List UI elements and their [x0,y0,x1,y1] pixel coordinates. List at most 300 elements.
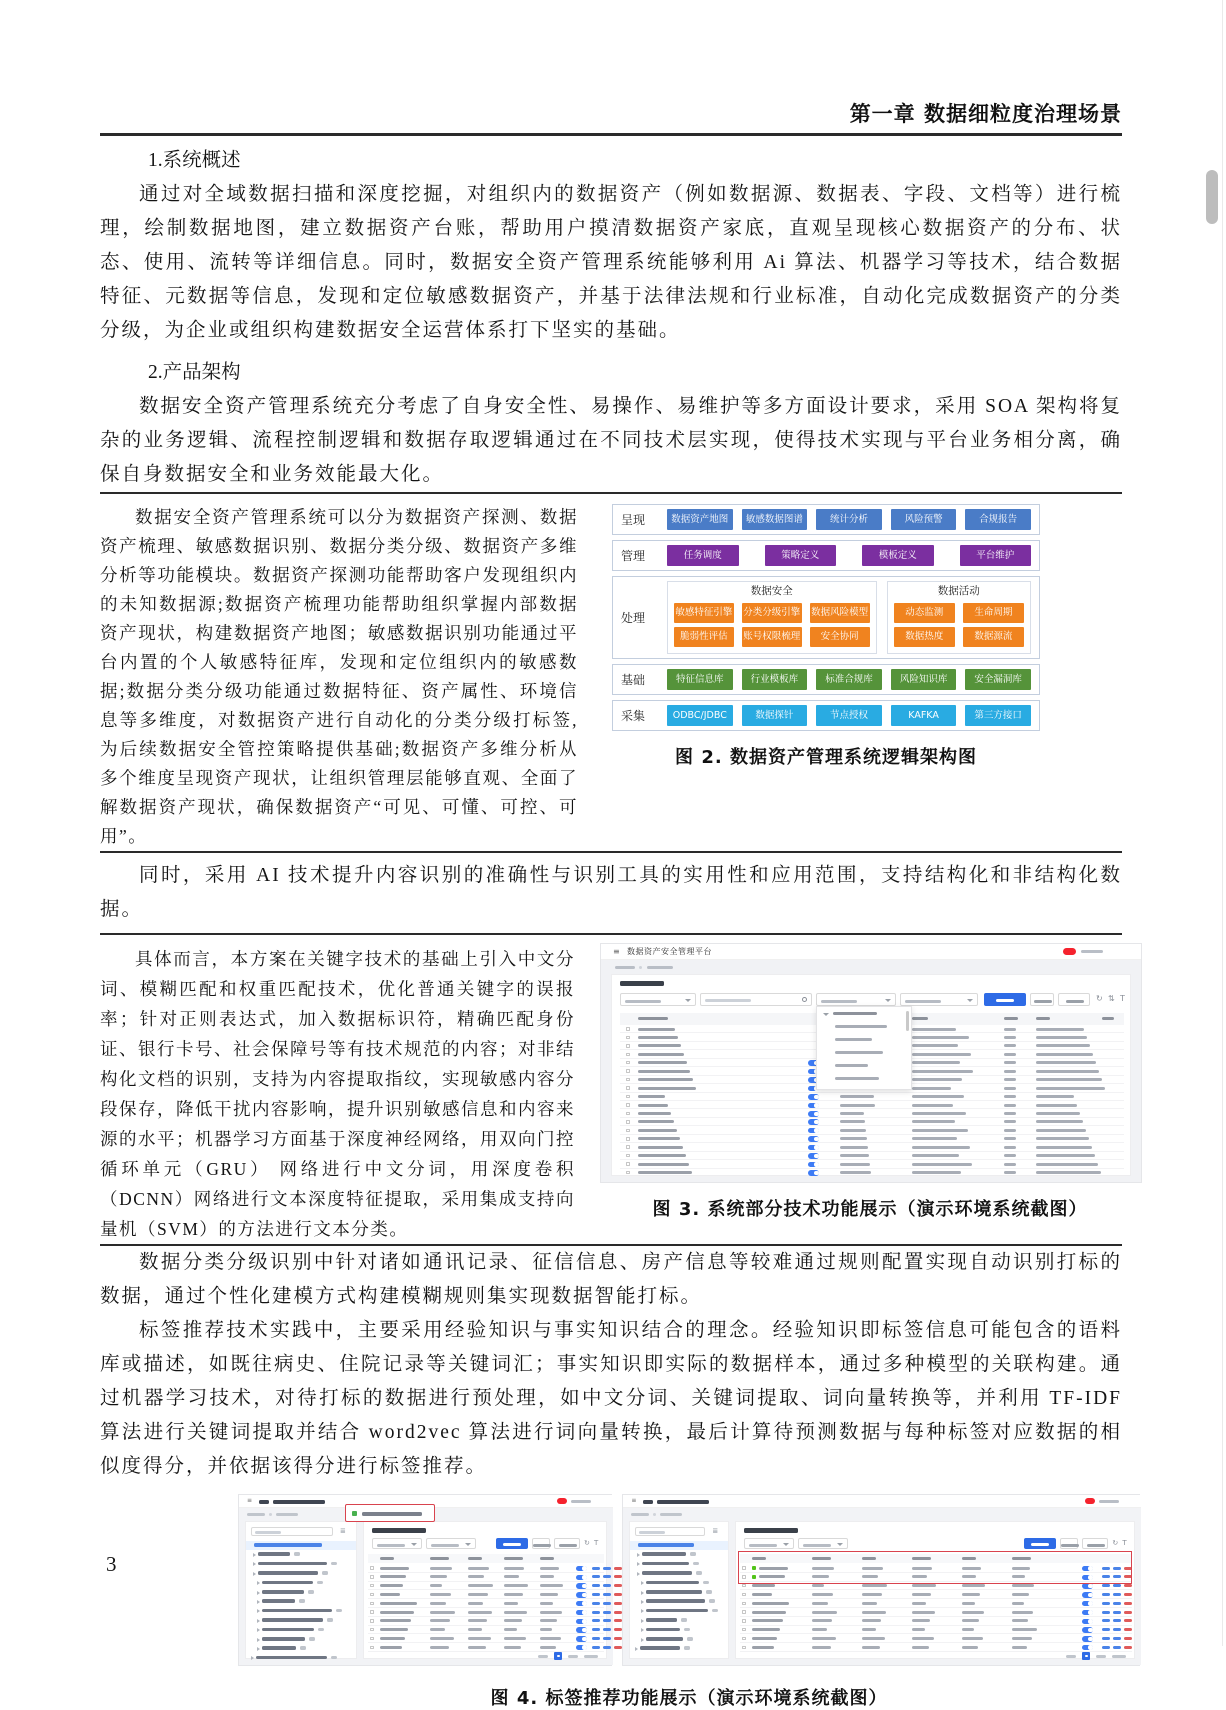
row-checkbox [742,1610,746,1614]
action-link-bar [1124,1619,1132,1622]
table-row [368,1643,604,1652]
tree-item-label [642,1562,689,1566]
arch-row-label: 呈现 [621,513,646,527]
cell-bar [638,1036,678,1039]
cell-bar [1004,1104,1016,1107]
cell-bar [1036,1070,1099,1073]
arch-row-items [667,545,1031,566]
row-checkbox [742,1584,746,1588]
caret-icon [637,1562,640,1566]
viewer-edge-line [1222,0,1223,1646]
tree-item-count [696,1571,702,1575]
action-link-bar [592,1575,600,1578]
sidebar-search-input [635,1527,705,1536]
row-checkbox [370,1628,374,1632]
cell-bar [380,1602,417,1605]
cell-bar [504,1602,518,1605]
action-link-bar [1102,1584,1110,1587]
figure2-caption: 图 2. 数据资产管理系统逻辑架构图 [675,747,977,768]
row-checkbox [626,1078,630,1082]
action-link-bar [1113,1584,1121,1587]
cell-bar [912,1137,957,1140]
toggle-pill [1082,1610,1093,1616]
cell-bar [638,1104,668,1107]
arch-block: 脆弱性评估 [674,627,734,647]
action-link-bar [614,1646,622,1649]
sidebar-tree [245,1521,357,1659]
cell-bar [962,1646,978,1649]
cell-bar [812,1593,833,1596]
cell-bar [430,1575,447,1578]
cell-bar [1012,1637,1032,1640]
cell-bar [430,1646,449,1649]
table-row [620,1135,1124,1143]
action-link-bar [1124,1611,1132,1614]
action-link-bar [603,1646,611,1649]
arch-group-line [674,603,870,623]
cell-bar [540,1584,563,1587]
cell-bar [430,1619,450,1622]
row-checkbox [626,1154,630,1158]
cell-bar [1004,1070,1016,1073]
more-button [1058,993,1090,1006]
tree-item-label [646,1581,699,1585]
breadcrumb [269,1513,272,1516]
cell-bar [540,1567,559,1570]
caret-icon [641,1609,644,1613]
action-link-bar [1102,1646,1110,1649]
cell-bar [380,1646,402,1649]
select-value-bar [821,1000,857,1003]
toggle-pill [808,1145,819,1151]
cell-bar [1004,1028,1016,1031]
caret-icon [251,1656,254,1660]
pagination [538,1652,602,1660]
user-name-bar [1081,950,1103,953]
cell-bar [540,1611,562,1614]
table-row [740,1617,1132,1626]
arch-block: 节点授权 [816,705,882,726]
toggle-pill [576,1583,587,1589]
tree-item-count [317,1581,323,1585]
row-checkbox [626,1129,630,1133]
row-checkbox [370,1646,374,1650]
action-link-bar [614,1575,622,1578]
cell-bar [638,1070,690,1073]
toggle-knob [582,1637,587,1642]
user-name-bar [1099,1500,1119,1503]
cell-bar [1004,1095,1016,1098]
cell-bar [504,1628,517,1631]
collapse-icon: ≣ [340,1527,346,1535]
paragraph-2: 数据安全资产管理系统充分考虑了自身安全性、易操作、易维护等多方面设计要求，采用 SOA 架构将复杂的业务逻辑、流程控制逻辑和数据存取逻辑通过在不同技术层实现，使得技术实现与平台业务相分离，确保自身数据安全和业务效能最大化。 [100,396,1122,485]
header-label-bar [1102,1017,1114,1020]
page-current [554,1652,562,1660]
arch-groups [667,581,1031,654]
dropdown-option [835,1038,872,1041]
cell-bar [1012,1584,1034,1587]
secondary-button [1060,1538,1078,1549]
caret-icon [641,1581,644,1585]
cell-bar [638,1171,692,1174]
cell-bar [840,1112,864,1115]
header-label-bar [912,1017,928,1020]
cell-bar [504,1567,524,1570]
tree-item-label [262,1637,305,1641]
toggle-pill [808,1136,819,1142]
toggle-pill [576,1601,587,1607]
tree-item-label [262,1581,313,1585]
burger-icon: ≡ [631,1497,637,1504]
cell-bar [430,1628,445,1631]
figure2-column [612,494,1040,851]
arch-block: 行业模板库 [742,669,808,690]
tree-item-label [646,1609,708,1613]
cell-bar [1004,1163,1016,1166]
cell-bar [812,1646,831,1649]
table-row [620,1110,1124,1118]
arch-row-label: 基础 [621,673,646,687]
cell-bar [468,1628,482,1631]
page-content [100,0,1127,1710]
cell-bar [504,1646,521,1649]
cell-bar [862,1646,880,1649]
header-label-bar [1036,1017,1050,1020]
more-button [554,1538,580,1549]
table-row [368,1626,604,1635]
action-link-bar [603,1619,611,1622]
cell-bar [430,1602,446,1605]
cell-bar [912,1120,955,1123]
app-title-bar [273,1500,325,1504]
tree-item-count [681,1618,687,1622]
figure3-column [600,935,1140,1244]
density-icon: ⇅ [1108,994,1115,1003]
caret-icon [641,1628,644,1632]
cell-bar [638,1120,674,1123]
tree-item-label [640,1646,680,1650]
cell-bar [638,1137,680,1140]
arch-row-label: 管理 [621,549,646,563]
cell-bar [1036,1129,1086,1132]
cell-bar [1036,1061,1096,1064]
mini-topbar [601,944,1141,960]
row-checkbox [626,1112,630,1116]
action-link-bar [603,1575,611,1578]
row-checkbox [626,1053,630,1057]
arch-block: 数据源流 [963,627,1024,647]
select-value-bar [905,1000,941,1003]
table-row [368,1590,604,1599]
table-row [368,1564,604,1573]
cell-bar [752,1628,780,1631]
arch-row-label: 采集 [621,709,646,723]
cell-bar [540,1575,554,1578]
chevron-down-icon [967,999,973,1002]
tree-item-count [684,1628,690,1632]
column-settings-icon: T [594,1539,599,1547]
breadcrumb [631,1513,649,1516]
cell-bar [912,1619,930,1622]
cell-bar [1004,1120,1016,1123]
cell-bar [638,1146,683,1149]
action-link-bar [592,1646,600,1649]
cell-bar [468,1637,491,1640]
cell-bar [752,1646,774,1649]
cell-bar [504,1593,523,1596]
action-link-bar [614,1619,622,1622]
cell-bar [1004,1087,1016,1090]
arch-block: ODBC/JDBC [667,705,733,726]
filter-select [426,1538,476,1549]
cell-bar [638,1028,675,1031]
row-checkbox [742,1619,746,1623]
figure4-caption: 图 4. 标签推荐功能展示（演示环境系统截图） [490,1688,888,1709]
action-link-bar [603,1567,611,1570]
toggle-knob [814,1128,819,1133]
breadcrumb [639,966,642,969]
caret-icon [253,1572,256,1576]
cell-bar [380,1575,406,1578]
action-link-bar [603,1602,611,1605]
caret-icon [257,1591,260,1595]
toggle-pill [808,1119,819,1125]
toggle-pill [808,1128,819,1134]
tree-item-label [646,1599,705,1603]
pagination-bar [1096,1655,1106,1658]
button-label-bar [1087,1544,1105,1547]
refresh-icon: ↻ [584,1539,590,1547]
tree-item-label [646,1628,680,1632]
cell-bar [912,1053,971,1056]
toggle-knob [1088,1601,1093,1606]
row-checkbox [626,1061,630,1065]
table-row [368,1617,604,1626]
toast-text-bar [362,1512,422,1516]
tree-item-count [706,1590,712,1594]
cell-bar [1036,1112,1080,1115]
action-link-bar [603,1611,611,1614]
tree-item-label [262,1590,304,1594]
chevron-down-icon [783,1543,789,1546]
cell-bar [638,1044,681,1047]
filter-select [620,993,696,1006]
notification-badge [1085,1498,1095,1504]
toggle-pill [1082,1627,1093,1633]
arch-block: 模板定义 [862,545,934,566]
table-row [740,1590,1132,1599]
breadcrumb [615,966,635,969]
row-checkbox [626,1027,630,1031]
card-title-bar [620,981,664,986]
action-link-bar [592,1611,600,1614]
row-checkbox [370,1610,374,1614]
caret-icon [823,1013,829,1016]
collapse-icon: ≣ [712,1527,719,1535]
toggle-knob [814,1162,819,1167]
toggle-knob [582,1575,587,1580]
scrollbar-thumb[interactable] [1206,170,1218,224]
cell-bar [1004,1137,1016,1140]
scrollbar-strip [906,1011,909,1031]
notification-badge [557,1498,567,1504]
table-row [620,1160,1124,1168]
arch-group [887,581,1031,654]
table-row [368,1634,604,1643]
action-link-bar [614,1584,622,1587]
arch-block: 第三方接口 [965,705,1031,726]
cell-bar [1004,1171,1016,1174]
filter-select [798,1538,848,1549]
cell-bar [912,1646,929,1649]
main-card [735,1521,1135,1659]
table-row [620,1093,1124,1101]
cell-bar [912,1028,956,1031]
action-link-bar [1113,1646,1121,1649]
action-link-bar [1124,1637,1132,1640]
mini-topbar [623,1495,1141,1508]
card-title-bar [744,1528,798,1533]
row-checkbox [626,1069,630,1073]
tree-item-label [646,1618,677,1622]
row-checkbox [370,1566,374,1570]
cell-bar [1004,1036,1016,1039]
cell-bar [380,1611,414,1614]
row-checkbox [370,1575,374,1579]
section-2-title: 2.产品架构 [148,362,241,383]
cell-bar [962,1602,975,1605]
header-label-bar [430,1557,449,1560]
arch-group-line [674,627,870,647]
toggle-knob [582,1584,587,1589]
figure3-screenshot [600,943,1142,1183]
row-checkbox [370,1602,374,1606]
arch-row-items [667,705,1031,726]
cell-bar [912,1078,962,1081]
toggle-pill [808,1111,819,1117]
arch-block: 动态监测 [894,603,955,623]
cell-bar [962,1593,980,1596]
cell-bar [504,1575,519,1578]
row-checkbox [742,1628,746,1632]
header-label-bar [1004,1017,1018,1020]
cell-bar [912,1070,973,1073]
toggle-knob [1088,1645,1093,1650]
refresh-icon: ↻ [1112,1539,1119,1547]
row-checkbox [742,1637,746,1641]
header-label-bar [380,1557,394,1560]
cell-bar [468,1619,487,1622]
tree-item-label [254,1543,322,1547]
user-name-bar [571,1500,591,1503]
input-placeholder-bar [705,999,751,1002]
row-checkbox [626,1036,630,1040]
row-checkbox [626,1086,630,1090]
dropdown-option [835,1051,883,1054]
toggle-knob [814,1145,819,1150]
toggle-knob [814,1103,819,1108]
cell-bar [430,1611,455,1614]
dropdown-panel [816,1006,912,1090]
row-checkbox [626,1095,630,1099]
arch-row-基础 [612,664,1040,695]
cell-bar [812,1628,827,1631]
cell-bar [840,1104,875,1107]
arch-block: 风险知识库 [891,669,957,690]
cell-bar [912,1112,966,1115]
toggle-knob [1088,1584,1093,1589]
main-card [363,1521,607,1659]
cell-bar [912,1584,936,1587]
toggle-pill [808,1103,819,1109]
sidebar-tree [629,1521,729,1659]
table-row [368,1573,604,1582]
cell-bar [752,1602,789,1605]
table-row [368,1582,604,1591]
cell-bar [840,1095,874,1098]
figure2-architecture-diagram [612,504,1040,731]
paragraph-5: 具体而言，本方案在关键字技术的基础上引入中文分词、模糊匹配和权重匹配技术，优化普通关键字的误报率；针对正则表达式，加入数据标识符，精确匹配身份证、银行卡号、社会保障号等有技术规范的内容；对非结构化文档的识别，支持为内容提取指纹，实现敏感内容分段保存，降低干扰内容影响，提升识别敏感信息和内容来源的水平；机器学习方面基于深度神经网络，用双向门控循环单元（GRU） 网络进行中文分词，用深度卷积（DCNN）网络进行文本深度特征提取，采用集成支持向量机（SVM）的方法进行文本分类。 [100,949,575,1239]
row-checkbox [626,1120,630,1124]
burger-icon: ≡ [613,947,620,956]
cell-bar [540,1637,561,1640]
arch-block: KAFKA [891,705,957,726]
caret-icon [641,1638,644,1642]
tree-item-count [308,1590,314,1594]
row-checkbox [742,1602,746,1606]
caret-icon [253,1553,256,1557]
cell-bar [504,1637,526,1640]
select-value-bar [803,1544,831,1547]
action-link-bar [1124,1646,1132,1649]
success-icon [352,1511,357,1516]
cell-bar [1036,1163,1098,1166]
cell-bar [1036,1036,1087,1039]
cell-bar [638,1053,684,1056]
cell-bar [752,1637,777,1640]
tree-item-label [262,1646,296,1650]
text-and-figure2-row [100,494,1122,851]
table-row [368,1599,604,1608]
caret-icon [257,1638,260,1642]
table-header [368,1554,604,1563]
arch-block: 安全漏洞库 [965,669,1031,690]
cell-bar [862,1611,886,1614]
caret-icon [257,1647,260,1651]
action-link-bar [1113,1637,1121,1640]
arch-row-管理 [612,540,1040,571]
cell-bar [912,1628,925,1631]
toggle-knob [814,1171,819,1176]
table-row [368,1608,604,1617]
action-link-bar [603,1584,611,1587]
cell-bar [812,1637,836,1640]
button-label-bar [1031,1543,1049,1546]
table-row [740,1608,1132,1617]
toggle-knob [582,1628,587,1633]
add-button [984,993,1026,1006]
row-checkbox [370,1637,374,1641]
action-link-bar [1102,1593,1110,1596]
action-link-bar [1113,1619,1121,1622]
cell-bar [1036,1137,1089,1140]
paragraph-1: 通过对全域数据扫描和深度挖掘，对组织内的数据资产（例如数据源、数据表、字段、文档等）进行梳理，绘制数据地图，建立数据资产台账，帮助用户摸清数据资产家底，直观呈现核心数据资产的分布、状态、使用、流转等详细信息。同时，数据安全资产管理系统能够利用 Ai 算法、机器学习等技术，结合数据特征、元数据等信息，发现和定位敏感数据资产，并基于法律法规和行业标准，自动化完成数据资产的分类分级，为企业或组织构建数据安全运营体系打下坚实的基础。 [100,184,1122,341]
cell-bar [468,1593,488,1596]
text-and-figure3-row [100,935,1125,1244]
action-link-bar [614,1593,622,1596]
cell-bar [638,1163,689,1166]
toggle-pill [576,1645,587,1651]
